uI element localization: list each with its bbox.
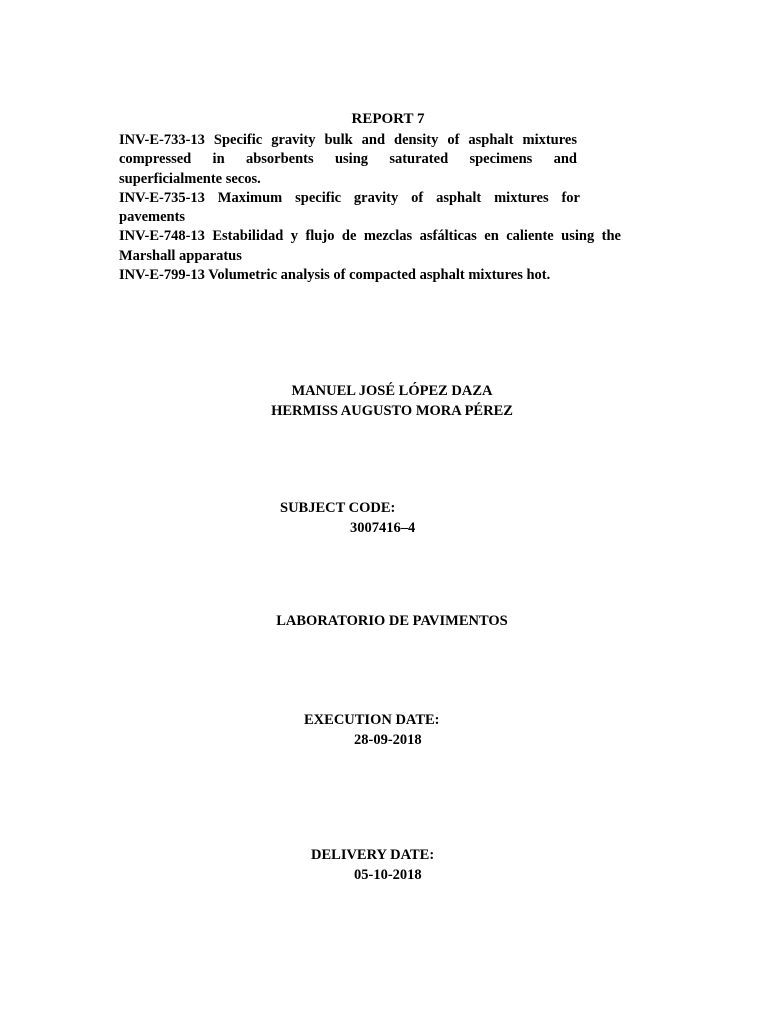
test-item-735: INV-E-735-13 Maximum specific gravity of asphalt mixtures for pavements [119, 189, 580, 226]
test-list [119, 131, 621, 285]
report-title: REPORT 7 [351, 111, 425, 127]
test-item-748: INV-E-748-13 Estabilidad y flujo de mezclas asfálticas en caliente using the Marshall apparatus [119, 228, 621, 264]
execution-date-label: EXECUTION DATE: [304, 712, 440, 728]
delivery-date-value: 05-10-2018 [354, 867, 422, 883]
subject-code-value: 3007416–4 [350, 520, 416, 536]
subject-code-label: SUBJECT CODE: [280, 500, 396, 516]
author-name: HERMISS AUGUSTO MORA PÉREZ [271, 403, 513, 419]
execution-date-value: 28-09-2018 [354, 732, 422, 748]
authors-block [0, 381, 768, 421]
test-item-799: INV-E-799-13 Volumetric analysis of compacted asphalt mixtures hot. [119, 267, 551, 284]
test-item-733: INV-E-733-13 Specific gravity bulk and density of asphalt mixtures compressed in absorbents using saturated specimens and superficialmente secos. [119, 132, 577, 187]
laboratory-name: LABORATORIO DE PAVIMENTOS [276, 613, 508, 629]
author-name: MANUEL JOSÉ LÓPEZ DAZA [291, 383, 493, 399]
delivery-date-label: DELIVERY DATE: [311, 847, 435, 863]
